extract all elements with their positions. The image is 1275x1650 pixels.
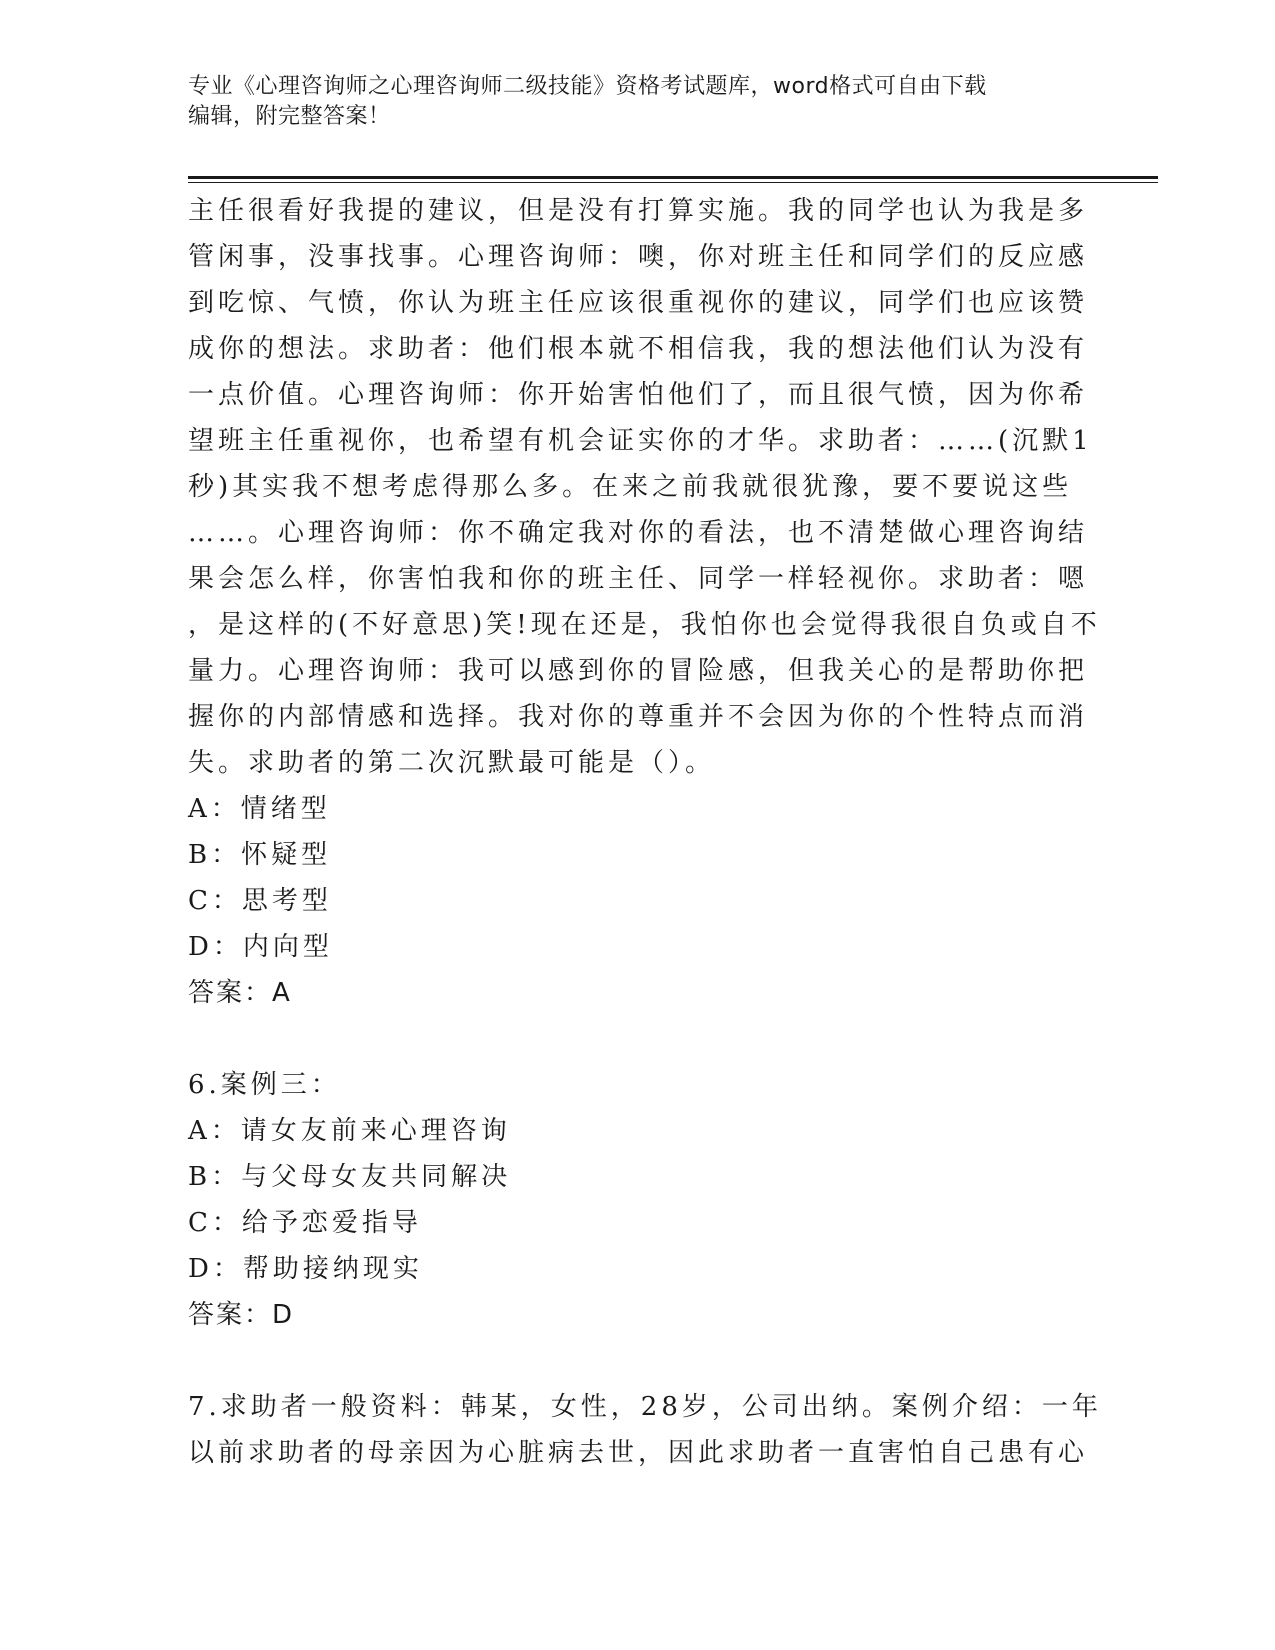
question-6 [188, 1062, 1078, 1338]
question-7-line: 以前求助者的母亲因为心脏病去世，因此求助者一直害怕自己患有心 [188, 1438, 1089, 1468]
option-d: D：帮助接纳现实 [188, 1254, 423, 1284]
header-divider-thin [188, 182, 1158, 183]
option-a: A：请女友前来心理咨询 [188, 1116, 511, 1146]
passage-line: 望班主任重视你，也希望有机会证实你的才华。求助者：……(沉默1 [188, 426, 1093, 456]
section-gap [188, 1338, 1078, 1384]
question-7 [188, 1384, 1102, 1476]
passage-line: 管闲事，没事找事。心理咨询师：噢，你对班主任和同学们的反应感 [188, 242, 1089, 272]
option-b: B：与父母女友共同解决 [188, 1162, 512, 1192]
option-b: B：怀疑型 [188, 840, 332, 870]
passage-line: 一点价值。心理咨询师：你开始害怕他们了，而且很气愤，因为你希 [188, 380, 1089, 410]
option-c: C：给予恋爱指导 [188, 1208, 422, 1238]
question-7-line: 7.求助者一般资料：韩某，女性，28岁，公司出纳。案例介绍：一年 [188, 1392, 1102, 1422]
header-line-2: 编辑，附完整答案！ [188, 104, 391, 129]
passage-line: 成你的想法。求助者：他们根本就不相信我，我的想法他们认为没有 [188, 334, 1089, 364]
question-5 [188, 188, 1101, 1016]
page-header [188, 72, 1088, 132]
option-c: C：思考型 [188, 886, 332, 916]
passage-line: 到吃惊、气愤，你认为班主任应该很重视你的建议，同学们也应该赞 [188, 288, 1089, 318]
passage-line: 量力。心理咨询师：我可以感到你的冒险感，但我关心的是帮助你把 [188, 656, 1089, 686]
passage-line: 果会怎么样，你害怕我和你的班主任、同学一样轻视你。求助者：嗯 [188, 564, 1089, 594]
header-divider-thick [188, 176, 1158, 179]
passage-line: 失。求助者的第二次沉默最可能是（）。 [188, 748, 716, 778]
answer-q5: 答案：A [188, 978, 292, 1008]
option-d: D：内向型 [188, 932, 333, 962]
passage-line: ……。心理咨询师：你不确定我对你的看法，也不清楚做心理咨询结 [188, 518, 1089, 548]
document-body [188, 188, 1102, 1476]
passage-line: 握你的内部情感和选择。我对你的尊重并不会因为你的个性特点而消 [188, 702, 1089, 732]
passage-line: ，是这样的(不好意思)笑!现在还是，我怕你也会觉得我很自负或自不 [188, 610, 1101, 640]
header-line-1: 专业《心理咨询师之心理咨询师二级技能》资格考试题库，word格式可自由下载 [188, 74, 987, 99]
option-a: A：情绪型 [188, 794, 331, 824]
section-gap [188, 1016, 1078, 1062]
passage-line: 主任很看好我提的建议，但是没有打算实施。我的同学也认为我是多 [188, 196, 1089, 226]
question-6-title: 6.案例三： [188, 1070, 341, 1100]
answer-q6: 答案：D [188, 1300, 295, 1330]
passage-line: 秒)其实我不想考虑得那么多。在来之前我就很犹豫，要不要说这些 [188, 472, 1073, 502]
